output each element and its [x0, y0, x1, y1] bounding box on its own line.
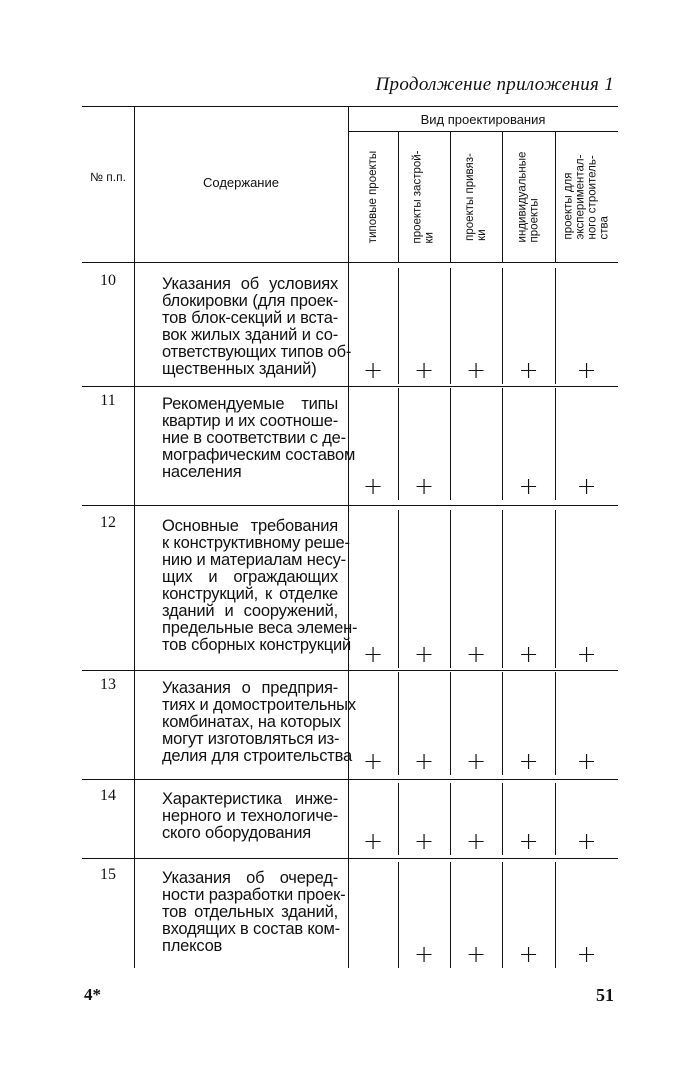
type-column-rule-1-row-1	[398, 268, 399, 384]
number-column-header: № п.п.	[90, 170, 126, 184]
type-column-header-4: индивидуальные проекты	[516, 151, 541, 243]
content-line: предельные веса элемен-	[162, 619, 358, 637]
mark-col-4: +	[518, 356, 539, 384]
type-column-rule-1-row-3	[398, 510, 399, 668]
type-column-rule-2-row-2	[450, 388, 451, 500]
content-line: нерного и технологиче-	[162, 807, 338, 825]
row-separator-5	[82, 858, 618, 859]
content-line: щественных зданий)	[162, 360, 317, 378]
mark-col-2: +	[413, 640, 435, 668]
mark-col-4: +	[518, 940, 539, 968]
row-number: 13	[100, 676, 116, 693]
page-header: Продолжение приложения 1	[375, 74, 614, 95]
mark-col-3: +	[465, 827, 487, 855]
content-line: ности разработки проек-	[162, 886, 346, 904]
content-line: мографическим составом	[162, 446, 356, 464]
column-rule-number	[134, 106, 135, 968]
type-column-rule-4-row-6	[555, 862, 556, 968]
type-column-rule-2-row-5	[450, 783, 451, 855]
content-line: делия для строительства	[162, 747, 352, 765]
mark-col-1: +	[362, 640, 384, 668]
content-line: Характеристика инже-	[162, 790, 338, 808]
mark-col-2: +	[413, 827, 435, 855]
content-line: вок жилых зданий и со-	[162, 326, 338, 344]
type-column-header-3: проекты привяз- ки	[464, 153, 489, 241]
mark-col-4: +	[518, 472, 539, 500]
type-column-rule-4-row-2	[555, 388, 556, 500]
content-line: комбинатах, на которых	[162, 713, 341, 731]
mark-col-2: +	[413, 472, 435, 500]
row-number: 12	[100, 514, 116, 531]
row-content	[162, 395, 356, 481]
mark-col-1: +	[362, 472, 384, 500]
mark-col-2: +	[413, 747, 435, 775]
type-column-rule-4-row-5	[555, 783, 556, 855]
type-column-rule-3-row-5	[502, 783, 503, 855]
type-column-head-rule-2	[450, 131, 451, 262]
mark-col-4: +	[518, 640, 539, 668]
row-content	[162, 869, 346, 955]
signature-mark: 4*	[84, 985, 101, 1004]
content-line: ответствующих типов об-	[162, 343, 352, 361]
row-separator-3	[82, 670, 618, 671]
type-column-rule-1-row-5	[398, 783, 399, 855]
type-column-rule-4-row-3	[555, 510, 556, 668]
row-content	[162, 679, 356, 765]
content-line: Рекомендуемые типы	[162, 395, 338, 413]
type-column-header-2: проекты застрой- ки	[412, 150, 437, 244]
mark-col-5: +	[576, 472, 597, 500]
table-top-rule	[82, 106, 618, 107]
column-group-header: Вид проектирования	[420, 112, 546, 127]
type-column-rule-2-row-4	[450, 672, 451, 775]
content-line: плексов	[162, 937, 223, 955]
mark-col-3: +	[465, 747, 487, 775]
mark-col-5: +	[576, 827, 597, 855]
content-line: Указания об условиях	[162, 275, 338, 293]
mark-col-2: +	[413, 356, 435, 384]
content-line: тов отдельных зданий,	[162, 903, 338, 921]
row-separator-2	[82, 505, 618, 506]
content-line: блокировки (для проек-	[162, 292, 338, 310]
row-number: 15	[100, 866, 116, 883]
content-line: зданий и сооружений,	[162, 602, 338, 620]
table-head-rule	[82, 262, 618, 263]
mark-col-5: +	[576, 747, 597, 775]
content-line: щих и ограждающих	[162, 568, 338, 586]
type-column-rule-3-row-2	[502, 388, 503, 500]
mark-col-3: +	[465, 940, 487, 968]
content-line: Основные требования	[162, 517, 338, 535]
content-line: входящих в состав ком-	[162, 920, 340, 938]
mark-col-5: +	[576, 940, 597, 968]
mark-col-5: +	[576, 356, 597, 384]
type-column-head-rule-4	[555, 131, 556, 262]
content-line: населения	[162, 463, 242, 481]
mark-col-1: +	[362, 827, 384, 855]
mark-col-5: +	[576, 640, 597, 668]
type-column-rule-1-row-4	[398, 672, 399, 775]
mark-col-3: +	[465, 640, 487, 668]
type-column-rule-3-row-6	[502, 862, 503, 968]
row-number: 14	[100, 787, 116, 804]
row-content	[162, 517, 358, 654]
mark-col-2: +	[413, 940, 435, 968]
content-line: нию и материалам несу-	[162, 551, 346, 569]
type-column-head-rule-3	[502, 131, 503, 262]
content-line: Указания о предприя-	[162, 679, 338, 697]
content-column-header: Содержание	[203, 175, 279, 190]
content-line: конструкций, к отделке	[162, 585, 338, 603]
type-column-rule-3-row-1	[502, 268, 503, 384]
mark-col-1: +	[362, 747, 384, 775]
row-content	[162, 791, 338, 842]
type-column-rule-1-row-6	[398, 862, 399, 968]
type-column-rule-1-row-2	[398, 388, 399, 500]
type-column-head-rule-1	[398, 131, 399, 262]
content-line: к конструктивному реше-	[162, 534, 350, 552]
mark-col-1: +	[362, 356, 384, 384]
group-head-rule	[348, 131, 618, 132]
mark-col-4: +	[518, 747, 539, 775]
type-column-rule-4-row-4	[555, 672, 556, 775]
type-column-header-1: типовые проекты	[367, 150, 380, 244]
row-number: 11	[100, 392, 116, 409]
content-line: квартир и их соотноше-	[162, 412, 338, 430]
row-content	[162, 275, 352, 378]
type-column-rule-2-row-1	[450, 268, 451, 384]
type-column-rule-2-row-6	[450, 862, 451, 968]
type-column-rule-3-row-3	[502, 510, 503, 668]
content-line: Указания об очеред-	[162, 869, 338, 887]
content-line: тиях и домостроительных	[162, 696, 356, 714]
content-line: тов сборных конструкций	[162, 636, 352, 654]
type-column-header-5: проекты для экспериментал- ного строитель- ства	[562, 154, 611, 240]
mark-col-3: +	[465, 356, 487, 384]
mark-col-4: +	[518, 827, 539, 855]
row-number: 10	[100, 272, 116, 289]
page-number: 51	[596, 985, 614, 1005]
content-line: могут изготовляться из-	[162, 730, 340, 748]
content-line: тов блок-секций и вста-	[162, 309, 338, 327]
content-line: ского оборудования	[162, 824, 311, 842]
type-column-rule-4-row-1	[555, 268, 556, 384]
row-separator-1	[82, 386, 618, 387]
type-column-rule-3-row-4	[502, 672, 503, 775]
type-column-rule-2-row-3	[450, 510, 451, 668]
content-line: ние в соответствии с де-	[162, 429, 346, 447]
row-separator-4	[82, 779, 618, 780]
